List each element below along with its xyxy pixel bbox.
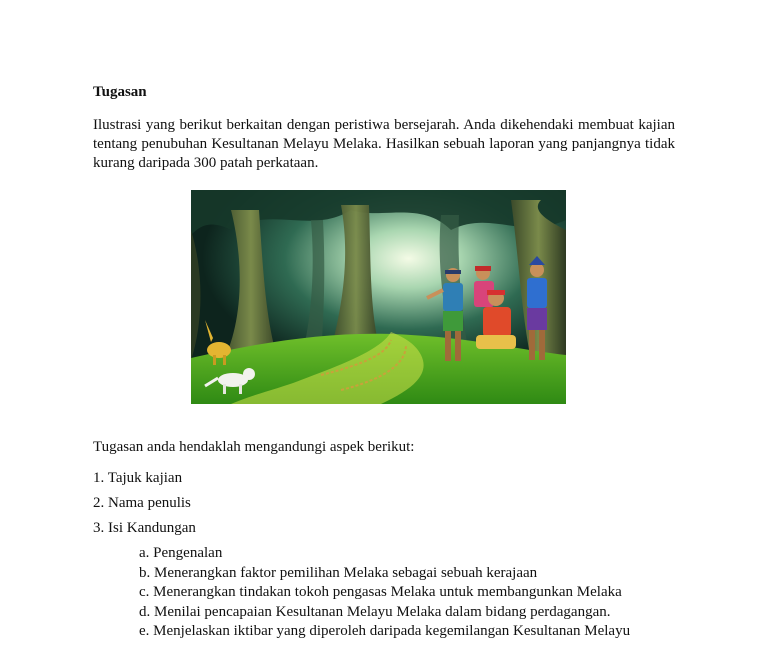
list-text: Nama penulis [108, 495, 191, 511]
aspek-intro: Tugasan anda hendaklah mengandungi aspek berikut: [93, 439, 415, 455]
intro-paragraph: Ilustrasi yang berikut berkaitan dengan peristiwa bersejarah. Anda dikehendaki membuat kajian tentang penubuhan Kesultanan Melayu Melaka. Hasilkan sebuah laporan yang panjangnya tidak kurang daripada 300 patah perkataan. [93, 117, 675, 171]
sub-list-letter: e. [139, 623, 150, 639]
section-heading: Tugasan [93, 84, 147, 100]
sub-list-text: Menilai pencapaian Kesultanan Melayu Melaka dalam bidang perdagangan. [154, 603, 611, 620]
list-number: 2. [93, 495, 105, 511]
list-number: 1. [93, 470, 105, 486]
sub-list-text: Menerangkan tindakan tokoh pengasas Melaka untuk membangunkan Melaka [153, 584, 622, 600]
document-content [93, 82, 675, 648]
sub-list-text: Menerangkan faktor pemilihan Melaka sebagai sebuah kerajaan [154, 564, 538, 581]
sub-list-item [139, 544, 675, 564]
forest-illustration [191, 190, 566, 404]
sub-list-letter: a. [139, 545, 150, 561]
list-item [93, 494, 675, 513]
sub-list-letter: c. [139, 584, 150, 600]
sub-list-text: Menjelaskan iktibar yang diperoleh daripada kegemilangan Kesultanan Melayu [153, 623, 631, 639]
list-item [93, 519, 675, 642]
sub-list-item [139, 622, 675, 642]
sub-list-letter: d. [139, 603, 151, 620]
list-text: Tajuk kajian [107, 470, 183, 486]
isi-kandungan-list [139, 544, 675, 642]
list-number: 3. [93, 520, 105, 536]
sub-list-item [139, 603, 675, 623]
list-item [93, 469, 675, 488]
sub-list-item [139, 583, 675, 603]
sub-list-item [139, 564, 675, 584]
sub-list-letter: b. [139, 564, 151, 581]
list-text: Isi Kandungan [108, 520, 196, 536]
sub-list-text: Pengenalan [153, 545, 223, 561]
aspek-list [93, 469, 675, 642]
